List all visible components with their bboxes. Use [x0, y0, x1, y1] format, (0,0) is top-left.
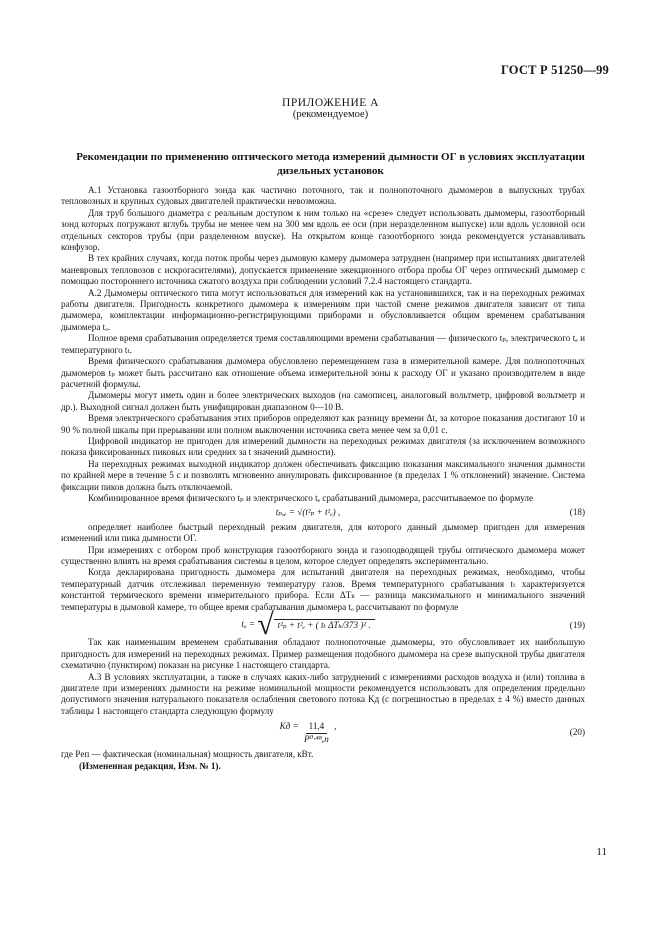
formula-19-body: t²ₚ + t²ₑ + ( tₜ ΔTₖ/373 )² . [277, 620, 371, 631]
paragraph: определяет наиболее быстрый переходный режим двигателя, для которого данный дымомер пригоден для измерения изменений или пика дымности ОГ. [61, 521, 585, 544]
formula-19 [61, 608, 585, 642]
appendix-title: ПРИЛОЖЕНИЕ А [282, 97, 379, 109]
section-title: Рекомендации по применению оптического метода измерений дымности ОГ в условиях эксплуатации дизельных установок [76, 151, 585, 177]
formula-20-lhs: Kд = [279, 721, 299, 732]
paragraph: Время электрического срабатывания этих приборов определяют как разницу времени Δt, за которое показания достигают 10 и 90 % полной шкалы при прерывании или полном выключении источника света менее чем за 0,01 с. [61, 413, 585, 435]
formula-20: Kд = $\frac{11,4}{\text{P⁰·⁴⁸ₑп}}$ , (20) [279, 721, 585, 744]
paragraph: А.2 Дымомеры оптического типа могут использоваться для измерений как на установившихся, так и на переходных режимах работы двигателя. Пригодность конкретного дымомера к измерениям при частой смене режимов двигателя зависит от типа дымомера, комплектации информационно-регистрирующими приборами и обусловливается общим временем срабатывания дымомера tₒ. [61, 287, 585, 332]
sqrt-icon: √ [257, 608, 274, 642]
formula-19-number: (19) [569, 619, 585, 630]
paragraph: В тех крайних случаях, когда поток пробы через дымовую камеру дымомера затруднен (например при испытаниях двигателей маневровых тепловозов с искрогасителями), допускается применение эжекционного отбора пробы ОГ через оптический дымомер с помощью постороннего источника сжатого воздуха при соблюдении условий 7.2.4 настоящего стандарта. [61, 253, 585, 287]
paragraph: На переходных режимах выходной индикатор должен обеспечивать фиксацию показания максимального значения дымности по крайней мере в течение 5 с и позволять мгновенно аннулировать фиксированное (в пределах 1 % отклонений) значение. Система фиксации пиков должна быть отключаемой. [61, 458, 585, 492]
paragraph: А.1 Установка газоотборного зонда как частично поточного, так и полнопоточного дымомеров в выпускных трубах тепловозных и крупных судовых двигателей практически невозможна. [61, 185, 585, 207]
tail-block [61, 749, 585, 772]
appendix-subtitle: (рекомендуемое) [292, 109, 369, 120]
formula-20-fraction [301, 721, 332, 745]
paragraph: А.3 В условиях эксплуатации, а также в случаях каких-либо затруднений с измерениями расходов воздуха и (или) топлива в двигателе при измерениях дымности на режиме номинальной мощности рекомендуется использовать для определения предельно допустимого значения натурального показателя ослабления светового потока Kд (с погрешностью в пределах ± 4 %) вместо данных таблицы 1 настоящего стандарта следующую формулу [61, 671, 585, 716]
formula-legend: где Pеп — фактическая (номинальная) мощность двигателя, кВт. [61, 749, 314, 760]
paragraph: Полное время срабатывания определяется тремя составляющими времени срабатывания — физического tₚ, электрического tₑ и температурного tₜ. [61, 333, 585, 355]
formula-20-denominator: P⁰·⁴⁸ₑп [304, 733, 329, 744]
document-body [61, 185, 585, 772]
page-number: 11 [596, 846, 607, 858]
paragraph: При измерениях с отбором проб конструкция газоотборного зонда и газоподводящей трубы оптического дымомера может существенно влиять на время срабатывания системы в целом, которое следует определять экспериментально. [61, 544, 585, 566]
formula-20-numerator: 11,4 [306, 721, 328, 733]
standard-header: ГОСТ Р 51250—99 [500, 63, 609, 77]
paragraph: Когда декларирована пригодность дымомера для испытаний двигателя на переходных режимах, необходимо, чтобы температурный датчик отслеживал переменную температуру газов. Время температурного срабатывания tₜ характеризуется константой термического времени измерительного прибора. Если ΔTₖ — разница максимального и минимального значений температуры в дымовой камере, то общее время срабатывания дымомера tₒ рассчитывают по формуле [61, 567, 585, 612]
formula-18-body: √(t²ₚ + t²ₑ) , [297, 507, 341, 518]
paragraph: Так как наименьшим временем срабатывания обладают полнопоточные дымомеры, это обусловливает их наибольшую пригодность для измерений на переходных режимах. Пример размещения подобного дымомера на срезе выпускной трубы двигателя схематично (пунктиром) показан на рисунке 1 настоящего стандарта. [61, 637, 585, 671]
paragraph: Для труб большого диаметра с реальным доступом к ним только на «срезе» следует использовать дымомеры, газоотборный зонд которых погружают вглубь трубы не менее чем на 300 мм вдоль ее оси (при неразделенном выпуске) или вдоль условной оси отдельных секторов трубы (при разделенном впуске). На открытом конце газоотборного зонда рекомендуется устанавливать конфузор. [61, 207, 585, 253]
formula-18-number: (18) [569, 507, 585, 518]
paragraph: Комбинированное время физического tₚ и электрического tₑ срабатываний дымомера, рассчитываемое по формуле [88, 492, 533, 503]
amendment-note: (Измененная редакция, Изм. № 1). [79, 760, 221, 771]
formula-18 [61, 507, 585, 518]
paragraph: Время физического срабатывания дымомера обусловлено перемещением газа в измерительной камере. Для полнопоточных дымомеров tₚ может быть рассчитано как отношение объема измерительной зоны к расходу ОГ и указано производителем в виде расчетной формулы. [61, 356, 585, 389]
formula-20-number: (20) [569, 727, 585, 738]
formula-19-lhs: tₒ = [241, 619, 255, 630]
formula-18-lhs: tₚ,ₑ = [275, 507, 296, 518]
paragraph: Дымомеры могут иметь один и более электрических выходов (на самописец, аналоговый вольтметр, цифровой вольтметр и др.). Выходной сигнал должен быть унифицирован диапазоном 0—10 В. [61, 390, 585, 412]
paragraph: Цифровой индикатор не пригоден для измерений дымности на переходных режимах двигателя (за исключением возможного показа фиксированных пиковых или средних за t значений дымности). [61, 435, 585, 458]
